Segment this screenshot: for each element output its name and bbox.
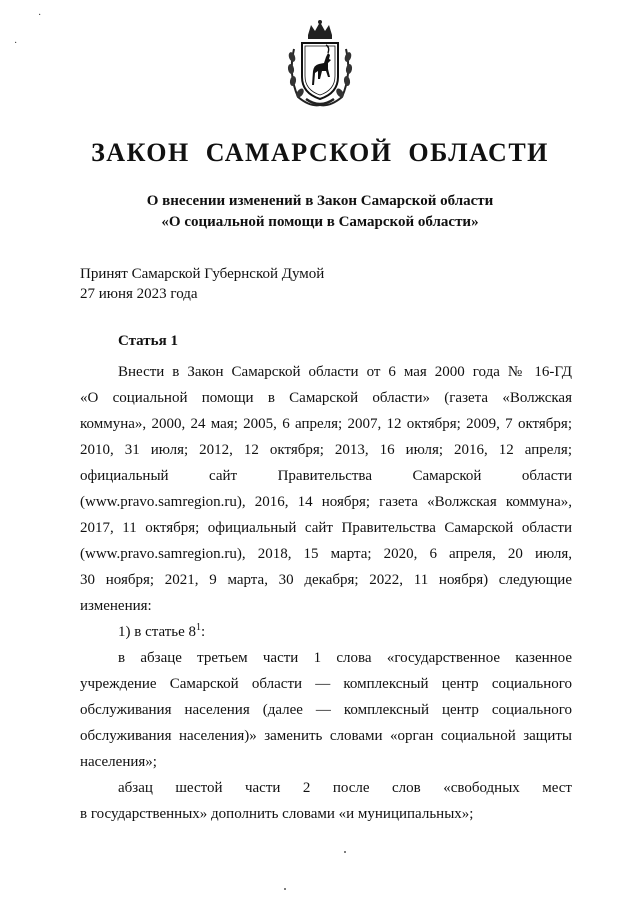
text-line: учреждение Самарской области — комплексный центр социального	[80, 676, 572, 692]
text-line: официальный сайт Правительства Самарской области	[80, 468, 572, 484]
adoption-body: Принят Самарской Губернской Думой	[80, 266, 325, 282]
law-subtitle	[0, 191, 640, 233]
law-title: ЗАКОН САМАРСКОЙ ОБЛАСТИ	[91, 138, 549, 167]
adoption-note	[80, 264, 324, 304]
list-item	[80, 619, 572, 645]
article-heading: Статья 1	[118, 333, 178, 349]
text-line: (www.pravo.samregion.ru), 2016, 14 ноября; газета «Волжская коммуна»,	[80, 494, 572, 510]
coat-of-arms-emblem	[284, 19, 356, 109]
text-line: (www.pravo.samregion.ru), 2018, 15 марта; 2020, 6 апреля, 20 июля,	[80, 546, 572, 562]
adoption-date: 27 июня 2023 года	[80, 286, 198, 302]
subtitle-line: О внесении изменений в Закон Самарской области	[146, 193, 494, 209]
text-line: коммуна», 2000, 24 мая; 2005, 6 апреля; 2007, 12 октября; 2009, 7 октября;	[80, 416, 572, 432]
scan-mark: ·	[14, 38, 18, 49]
text-line: изменения:	[80, 598, 152, 614]
text-line: абзац шестой части 2 после слов «свободных мест	[118, 780, 572, 796]
scan-speck	[344, 851, 346, 853]
text-line: 2010, 31 июля; 2012, 12 октября; 2013, 16 июля; 2016, 12 апреля;	[80, 442, 572, 458]
text-line: «О социальной помощи в Самарской области» (газета «Волжская	[80, 390, 572, 406]
text-line: обслуживания населения (далее — комплексный центр социального	[80, 702, 572, 718]
item-label: 1) в статье 8	[118, 624, 197, 640]
article-body	[80, 359, 572, 827]
text-line: в государственных» дополнить словами «и муниципальных»;	[80, 806, 474, 822]
text-line: в абзаце третьем части 1 слова «государственное казенное	[118, 650, 572, 666]
scan-speck	[284, 888, 286, 890]
text-line: Внести в Закон Самарской области от 6 мая 2000 года № 16-ГД	[118, 364, 572, 380]
text-line: обслуживания населения)» заменить словами «орган социальной защиты	[80, 728, 572, 744]
text-line: 30 ноября; 2021, 9 марта, 30 декабря; 2022, 11 ноября) следующие	[80, 572, 572, 588]
text-line: 2017, 11 октября; официальный сайт Правительства Самарской области	[80, 520, 572, 536]
text-line: населения»;	[80, 754, 157, 770]
subtitle-line: «О социальной помощи в Самарской области»	[161, 214, 479, 230]
scan-mark: ·	[38, 10, 42, 21]
superscript: 1	[196, 622, 202, 633]
item-suffix: :	[201, 624, 206, 640]
